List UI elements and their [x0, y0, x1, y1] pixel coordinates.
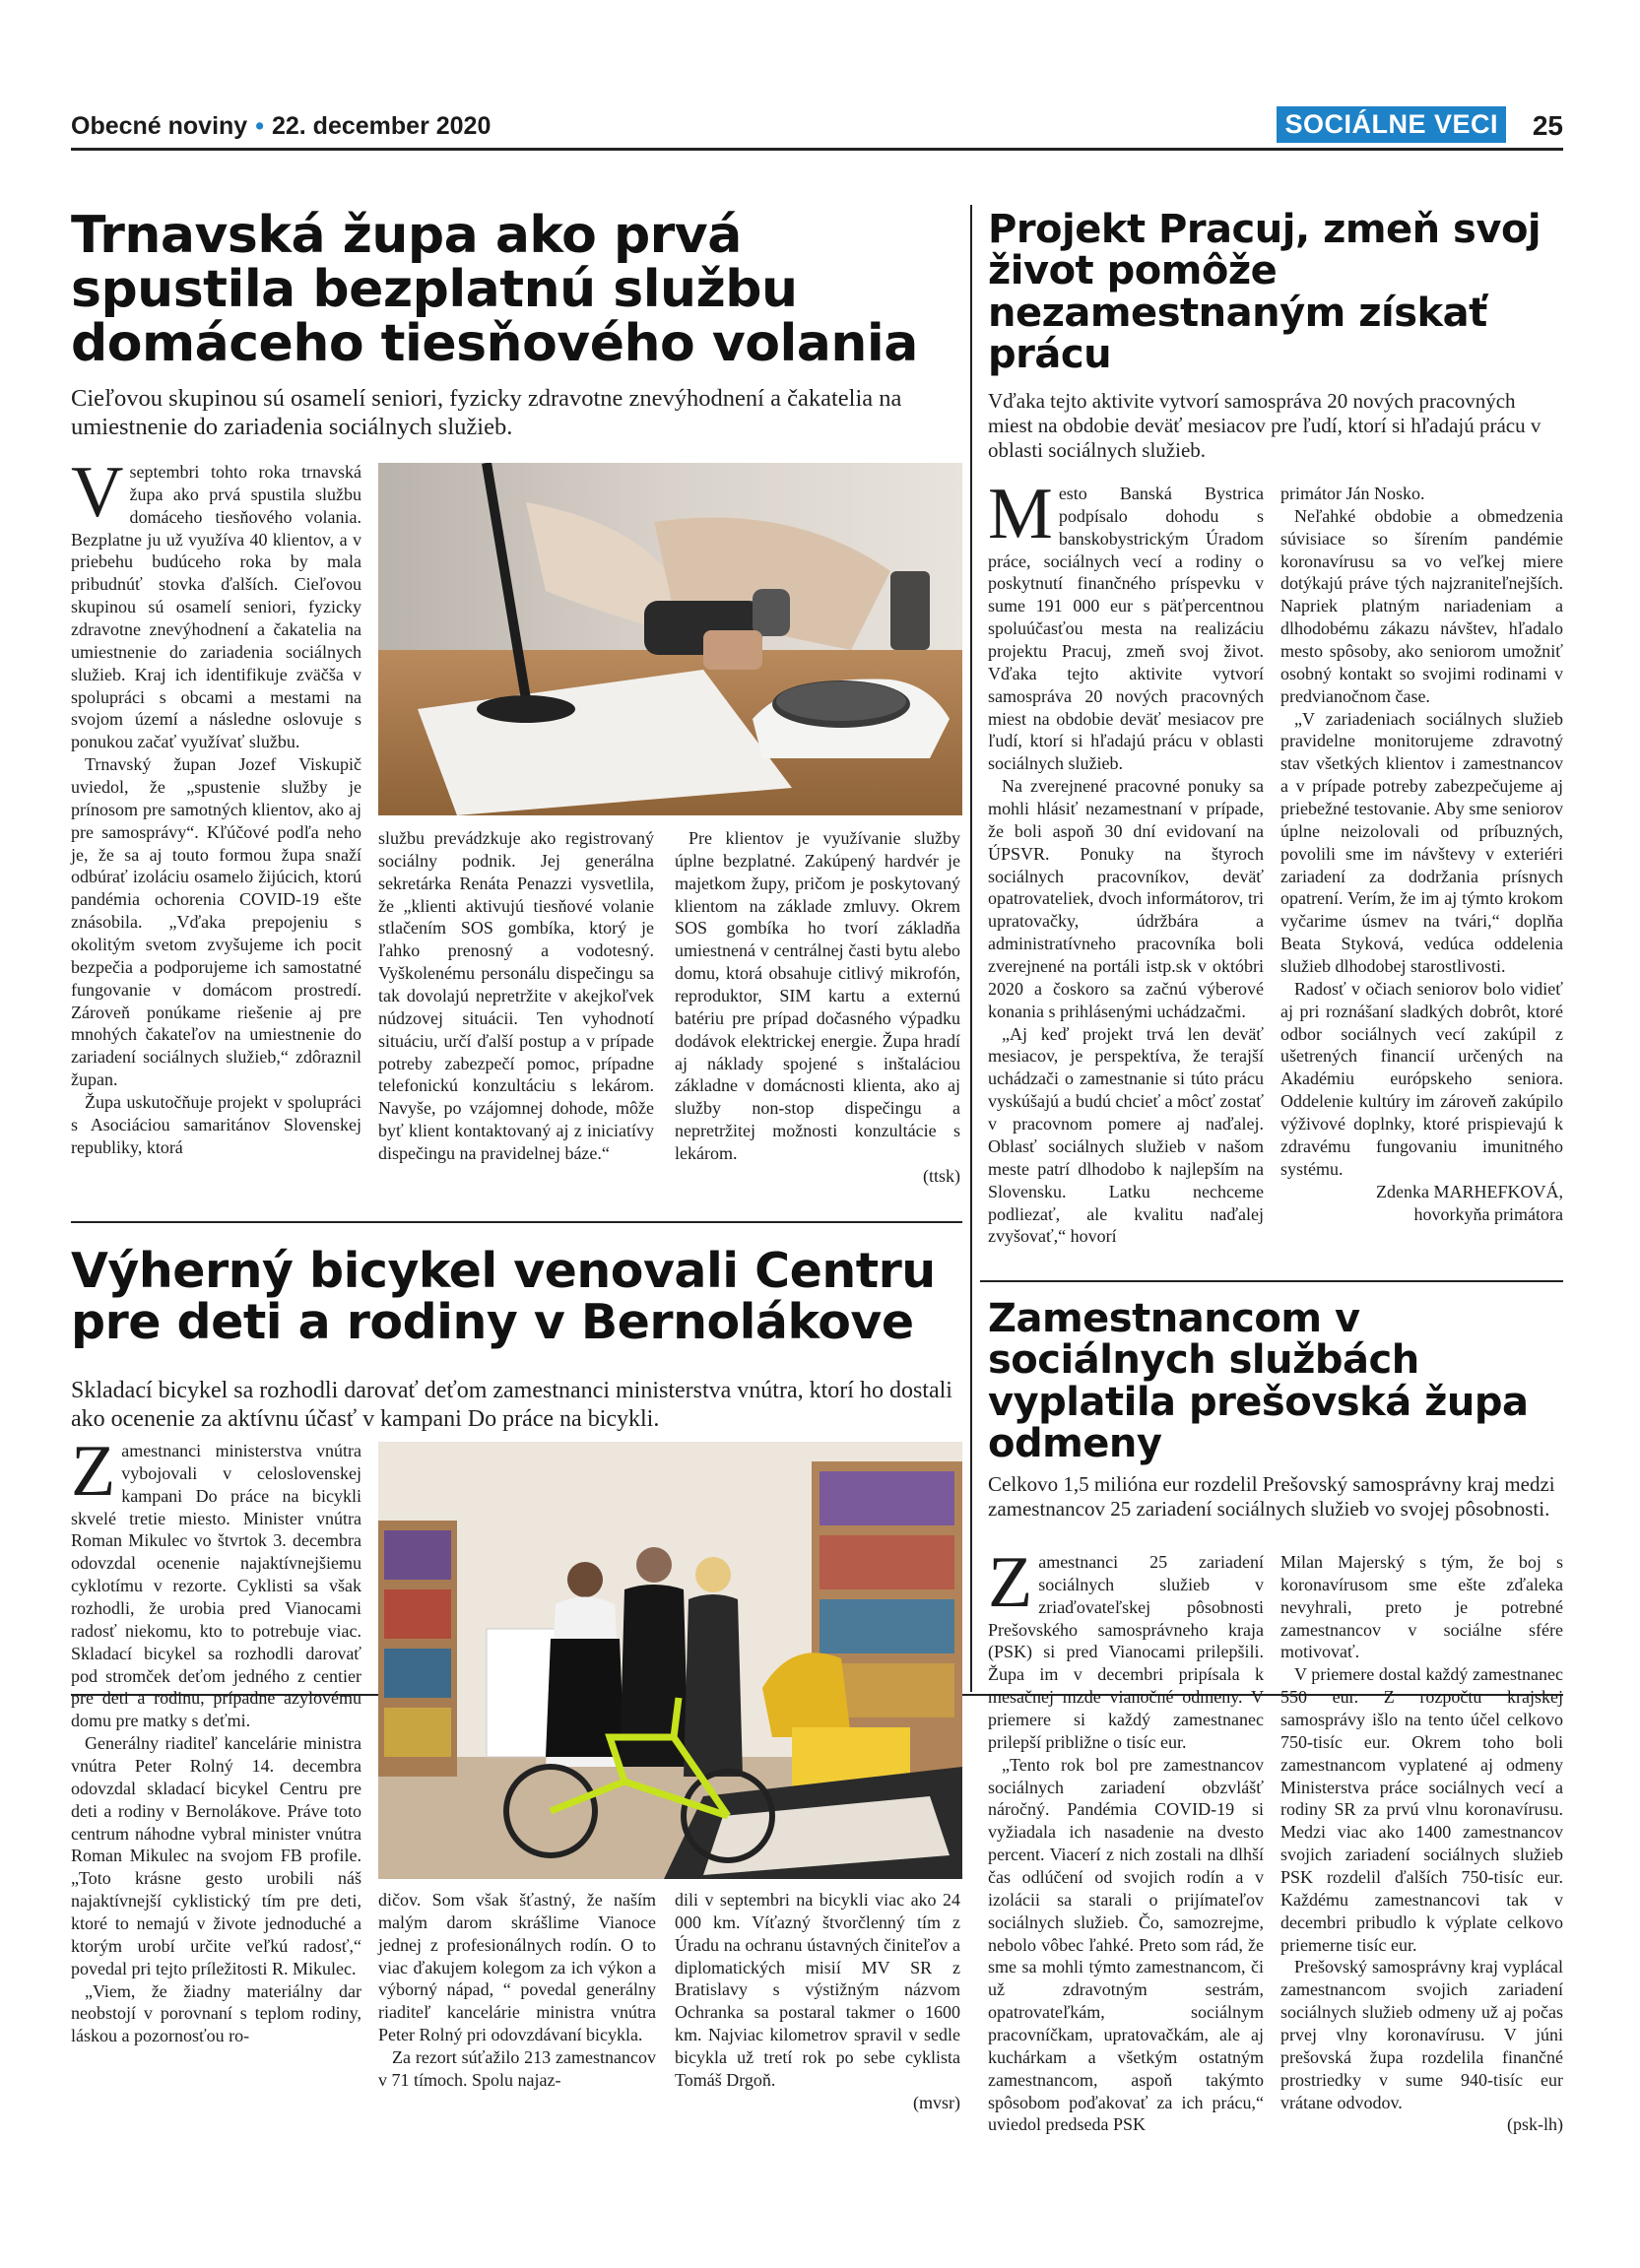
article-divider: [71, 1221, 962, 1223]
bookshelf-left: [378, 1521, 457, 1777]
article-lead: Vďaka tejto aktivite vytvorí samospráva 20 nových pracovných miest na obdobie deväť mesiacov pre ľudí, ktorí si hľadajú prácu v oblasti sociálnych služieb.: [988, 389, 1542, 463]
article-lead: Cieľovou skupinou sú osamelí seniori, fyzicky zdravotne znevýhodnení a čakatelia na umiestnenie do zariadenia sociálnych služieb.: [71, 385, 902, 441]
masthead: [71, 112, 491, 141]
paragraph: dili v septembri na bicykli viac ako 24 000 km. Víťazný štvorčlenný tím z Úradu na ochranu ústavných činiteľov a diplomatických misií MV SR z Bratislavy s výstižným názvom Ochranka sa postaral takmer o 1600 km. Najviac kilometrov spravil v sedle bicykla už tretí rok po sebe cyklista Tomáš Drgoň.: [675, 1890, 960, 2090]
paragraph: „Tento rok bol pre zamestnancov sociálnych zariadení obzvlášť náročný. Pandémia COVID-19 si vyžiadala ich nasadenie na dvesto percent. Viacerí z nich zostali na dlhší čas odlúčení od svojich rodín a v izolácii sa starali o prijímateľov sociálnych služieb. Čo, samozrejme, nebolo vôbec ľahké. Preto som rád, že sme sa mohli týmto zamestnancom, či už zdravotným sestrám, opatrovateľkám, sociálnym pracovníčkam, upratovačkám, ale aj kuchárkam a všetkým ostatným zamestnancom, aspoň takýmto spôsobom poďakovať za ich prácu,“ uviedol predseda PSK: [988, 1754, 1264, 2135]
article-column: [378, 1889, 656, 2092]
paragraph: Generálny riaditeľ kancelárie ministra vnútra Peter Rolný 14. decembra odovzdal skladací bicykel Centru pre deti a rodiny v Bernolákove. Práve toto centrum náhodne vybral minister vnútra Roman Mikulec na svojom FB profile. „Toto krásne gesto urobili náš najaktívnejší cyklistický tím pre deti, ktoré to nemajú v živote jednoduché a ktorým urobí určite veľkú radosť,“ povedal pri tejto príležitosti R. Mikulec.: [71, 1733, 361, 1978]
header-rule: [71, 148, 1563, 151]
paragraph: Mesto Banská Bystrica podpísalo dohodu s banskobystrickým Úradom práce, sociálnych vecí a rodiny o poskytnutí finančného príspevku v sume 191 000 eur s päťpercentnou spoluúčasťou mesta na realizáciu projektu Pracuj, zmeň svoj život. Vďaka tejto aktivite vytvorí samospráva 20 nových pracovných miest na obdobie deväť mesiacov pre ľudí, ktorí si hľadajú prácu v oblasti sociálnych služieb.: [988, 474, 1264, 774]
column-divider: [970, 205, 972, 1692]
page-header: [71, 106, 1563, 148]
paragraph: Za rezort súťažilo 213 zamestnancov v 71 tímoch. Spolu najaz-: [378, 2047, 656, 2090]
paragraph: dičov. Som však šťastný, že naším malým darom skrášlime Vianoce jednej z profesionálnych rodín. O to viac ďakujem kolegom za ich výkon a výborný nápad, “ povedal generálny riaditeľ kancelárie ministra vnútra Peter Rolný pri odovzdávaní bicykla.: [378, 1890, 656, 2045]
paragraph: Vseptembri tohto roka trnavská župa ako prvá spustila službu domáceho tiesňového volania. Bezplatne ju už využíva 40 klientov, a v priebehu budúceho roka by mala pribudnúť stovka ďalších. Cieľovou skupinou sú osamelí seniori, fyzicky zdravotne znevýhodnení a čakatelia na umiestnenie do zariadenia sociálnych služieb. Kraj ich identifikuje zväčša v spolupráci s obcami a mestami na svojom území a následne oslovuje s ponukou začať využívať službu.: [71, 452, 361, 752]
article-column: [378, 827, 654, 1165]
drop-cap: M: [988, 474, 1053, 554]
paragraph: Trnavský župan Jozef Viskupič uviedol, že „spustenie služby je prínosom pre samotných klientov, ako aj pre samosprávy“. Kľúčové podľa neho je, že sa aj touto formou župa snaží odbúrať izoláciu osamelo žijúcich, ktorú pandémia ochorenia COVID-19 ešte znásobila. „Vďaka prepojeniu s okolitým svetom zvyšujeme ich pocit bezpečia a podporujeme ich samostatné fungovanie v domácom prostredí. Zároveň ponúkame riešenie aj pre mnohých čakateľov na umiestnenie do zariadení sociálnych služieb,“ zdôraznil župan.: [71, 754, 361, 1090]
article-column: [988, 474, 1264, 1248]
author-name: Zdenka MARHEFKOVÁ,: [1376, 1181, 1563, 1201]
paragraph: Radosť v očiach seniorov bolo vidieť aj pri roznášaní sladkých dobrôt, ktoré odbor sociálnych vecí zakúpil z ušetrených financií určených na Akadémiu európskeho seniora. Oddelenie kultúry im zároveň zakúpilo výživové doplnky, ktoré prispievajú k zdravému fungovaniu imunitného systému.: [1280, 978, 1563, 1179]
paragraph: Zamestnanci ministerstva vnútra vybojovali v celoslovenskej kampani Do práce na bicykli skvelé tretie miesto. Minister vnútra Roman Mikulec vo štvrtok 3. decembra odovzdal ocenenie najaktívnejšiemu cyklotímu v rezorte. Cyklisti sa však rozhodli, že urobia pred Vianocami radosť niekomu, kto to potrebuje viac. Skladací bicykel sa rozhodli darovať pod stromček deťom jedného z centier pre deti a rodinu, prípadne azylovému domu pre matky s deťmi.: [71, 1431, 361, 1731]
paper-name: Obecné noviny: [71, 112, 248, 140]
article-column: [675, 827, 960, 1188]
paragraph: Prešovský samosprávny kraj vyplácal zamestnancom svojich zariadení sociálnych služieb odmeny už aj počas prvej vlny koronavírusu. V júni prešovská župa rozdelila finančné prostriedky v sume 940-tisíc eur vrátane odvodov.: [1280, 1957, 1563, 2112]
article-column: [675, 1889, 960, 2114]
article-title: Trnavská župa ako prvá spustila bezplatnú službu domáceho tiesňového volania: [71, 206, 918, 374]
article-column: [71, 452, 361, 1159]
paragraph: Zamestnanci 25 zariadení sociálnych služieb v zriaďovateľskej pôsobnosti Prešovského samosprávneho kraja (PSK) si pred Vianocami prilepšili. Župa im v decembri pripísala k mesačnej mzde vianočné odmeny. V priemere si každý zamestnanec prilepší približne o tisíc eur.: [988, 1542, 1264, 1752]
article-title: Výherný bicykel venovali Centru pre deti a rodiny v Bernolákove: [71, 1243, 936, 1350]
article-signature: (ttsk): [923, 1165, 960, 1186]
paragraph: „Aj keď projekt trvá len deväť mesiacov, je perspektíva, že terajší uchádzači o zamestnanie si túto prácu vyskúšajú a budú chcieť a môcť zostať v pracovnom pomere aj naďalej. Oblasť sociálnych služieb v našom meste patrí dlhodobo k najlepším na Slovensku. Latku nechceme podliezať, ale kvalitu naďalej zvyšovať,“ hovorí: [988, 1023, 1264, 1247]
article-divider-right: [980, 1280, 1563, 1282]
paragraph: Na zverejnené pracovné ponuky sa mohli hlásiť nezamestnaní v prípade, že boli aspoň 30 dní evidovaní na ÚPSVR. Ponuky na štyroch sociálnych pracovníkov, deväť opatrovateliek, dvoch informátorov, tri upratovačky, údržbára a administratívneho pracovníka boli zverejnené na portáli istp.sk v októbri 2020 a čoskoro sa začnú výberové konania s prihlásenými uchádzačmi.: [988, 776, 1264, 1021]
page-number: 25: [1532, 110, 1563, 141]
article-title: Zamestnancom v sociálnych službách vyplatila prešovská župa odmeny: [988, 1296, 1529, 1467]
drop-cap: V: [71, 452, 124, 533]
section-label: SOCIÁLNE VECI: [1277, 106, 1506, 143]
article-lead: Skladací bicykel sa rozhodli darovať deťom zamestnanci ministerstva vnútra, ktorí ho dostali ako ocenenie za aktívnu účasť v kampani Do práce na bicykli.: [71, 1378, 952, 1432]
article-column: [71, 1431, 361, 2047]
article-signature: (mvsr): [913, 2092, 960, 2112]
paragraph: Neľahké obdobie a obmedzenia súvisiace so šírením pandémie koronavírusu sa vo veľkej miere dotýkajú práve tých najzraniteľnejších. Napriek platným nariadeniam a dlhodobému zákazu návštev, hľadalo mesto spôsoby, ako seniorom umožniť osobný kontakt so svojimi rodinami v predvianočnom čase.: [1280, 505, 1563, 706]
paragraph: Župa uskutočňuje projekt v spolupráci s Asociáciou samaritánov Slovenskej republiky, ktorá: [71, 1092, 361, 1157]
drop-cap: Z: [988, 1542, 1033, 1623]
article-photo-sos-device: [378, 463, 962, 815]
paragraph: V priemere dostal každý zamestnanec 550 eur. Z rozpočtu krajskej samosprávy išlo na tento účel celkovo 750-tisíc eur. Okrem toho boli zamestnancom vyplatené aj odmeny Ministerstva práce sociálnych vecí a rodiny SR za prvú vlnu koronavírusu. Medzi viac ako 1400 zamestnancov svojich zariadení sociálnych služieb PSK rozdelil ďalších 750-tisíc eur. Každému zamestnancovi tak v decembri pribudlo k výplate celkovo priemerne tisíc eur.: [1280, 1664, 1563, 1955]
paragraph: Pre klientov je využívanie služby úplne bezplatné. Zakúpený hardvér je majetkom župy, pričom je poskytovaný klientom na základe zmluvy. Okrem SOS gombíka ho tvorí základňa umiestnená v centrálnej časti bytu alebo domu, ktorá obsahuje citlivý mikrofón, reproduktor, SIM kartu a externú batériu pre prípad dočasného výpadku dodávok elektrickej energie. Župa hradí aj náklady spojené s inštaláciou základne v domácnosti klienta, ako aj služby non-stop dispečingu a nepretržitej možnosti konzultácie s lekárom.: [675, 828, 960, 1164]
issue-date: 22. december 2020: [271, 112, 492, 140]
article-column: [988, 1542, 1264, 2136]
author-role: hovorkyňa primátora: [1413, 1203, 1563, 1224]
article-column: [1280, 1551, 1563, 2136]
drop-cap: Z: [71, 1431, 116, 1512]
paragraph: „Viem, že žiadny materiálny dar neobstojí v porovnaní s teplom rodiny, láskou a pozornosťou ro-: [71, 1980, 361, 2046]
paragraph: „V zariadeniach sociálnych služieb pravidelne monitorujeme zdravotný stav všetkých klientov i zamestnancov a v prípade potreby zabezpečujeme aj priebežné testovanie. Aby sme seniorov úplne neizolovali od príbuzných, povolili sme im návštevy v exteriéri zariadení za dodržania prísnych opatrení. Verím, že im aj týmto krokom vyčarime úsmev na tvári,“ doplňa Beata Styková, vedúca oddelenia služieb dlhodobej starostlivosti.: [1280, 708, 1563, 977]
article-lead: Celkovo 1,5 milióna eur rozdelil Prešovský samosprávny kraj medzi zamestnancov 25 zariadení sociálnych služieb vo svojej pôsobnosti.: [988, 1472, 1555, 1522]
article-title: Projekt Pracuj, zmeň svoj život pomôže nezamestnaným získať prácu: [988, 207, 1542, 378]
article-column: [1280, 483, 1563, 1225]
article-photo-bicycle: [378, 1442, 962, 1879]
separator-dot: •: [255, 112, 264, 140]
paragraph: Milan Majerský s tým, že boj s koronavírusom sme ešte zďaleka nevyhrali, preto je potrebné zamestnancov v sociálne sfére motivovať.: [1280, 1552, 1563, 1662]
article-signature: (psk-lh): [1507, 2114, 1563, 2135]
paragraph: primátor Ján Nosko.: [1280, 484, 1425, 503]
paragraph: službu prevádzkuje ako registrovaný sociálny podnik. Jej generálna sekretárka Renáta Penazzi vysvetlila, že „klienti aktivujú tiesňové volanie stlačením SOS gombíka, ktorý je ľahko prenosný a vodotesný. Vyškolenému personálu dispečingu sa tak dovolajú nepretržite v akejkoľvek núdzovej situácii. Ten vyhodnotí situáciu, určí ďalší postup a v prípade potreby zabezpečí pomoc, prípadne telefonickú konzultáciu s lekárom. Navyše, po vzájomnej dohode, môže byť klient kontaktovaný aj z iniciatívy dispečingu na pravidelnej báze.“: [378, 828, 654, 1164]
